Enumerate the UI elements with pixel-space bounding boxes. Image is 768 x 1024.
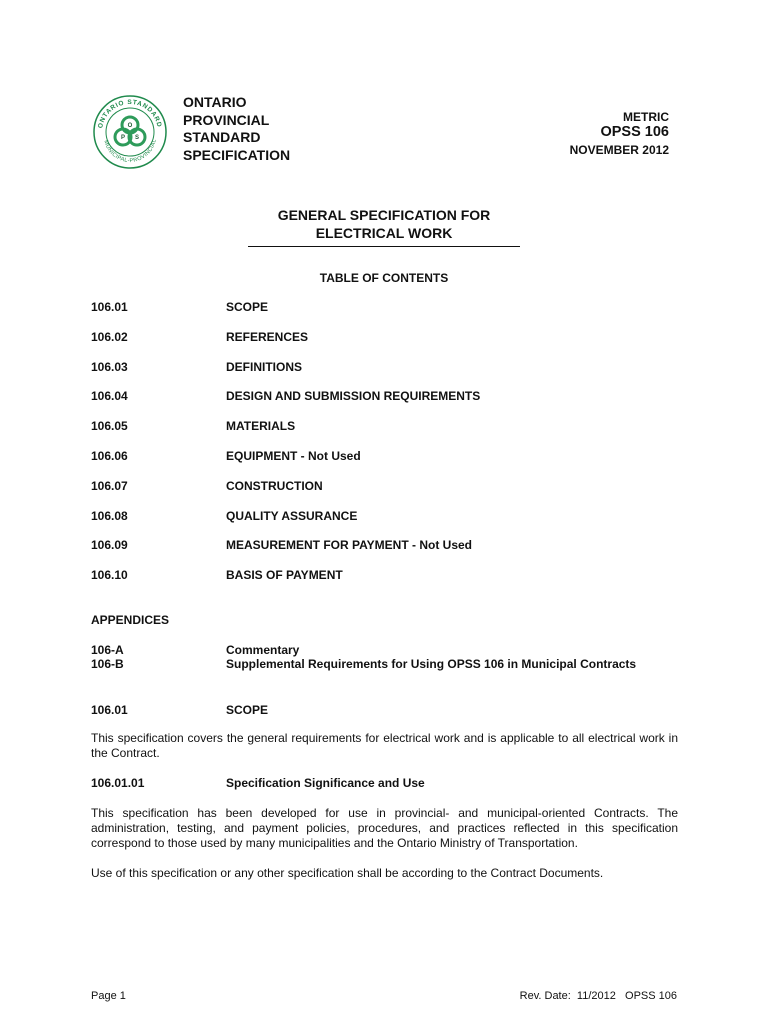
scope-paragraph: This specification covers the general requirements for electrical work and is applicable to all electrical work in the Contract. [91, 731, 678, 760]
revision-info: Rev. Date: 11/2012 OPSS 106 [519, 990, 677, 1002]
toc-item-number: 106.02 [91, 329, 128, 344]
toc-item-number: 106.06 [91, 448, 128, 463]
appendices-heading: APPENDICES [91, 613, 170, 627]
section-label: Specification Significance and Use [226, 776, 425, 790]
svg-text:ONTARIO STANDARD: ONTARIO STANDARD [97, 98, 163, 129]
toc-item-label: CONSTRUCTION [226, 478, 323, 493]
toc-item-number: 106.08 [91, 508, 128, 523]
doc-date: NOVEMBER 2012 [569, 143, 669, 157]
page-number: Page 1 [91, 990, 126, 1002]
toc-item-label: BASIS OF PAYMENT [226, 568, 343, 583]
doc-number: OPSS 106 [600, 124, 669, 140]
org-line-2: PROVINCIAL [183, 111, 270, 128]
significance-paragraph: This specification has been developed for use in provincial- and municipal-oriented Contracts. The administration, testing, and payment policies, procedures, and practices reflected in this specification correspond to those used by many municipalities and the Ontario Ministry of Transportation. [91, 806, 678, 850]
toc-item-number: 106.10 [91, 568, 128, 583]
page-title [0, 206, 768, 242]
svg-text:MUNICIPAL-PROVINCIAL: MUNICIPAL-PROVINCIAL [102, 138, 158, 165]
toc-item[interactable] [91, 419, 691, 449]
toc-item[interactable] [91, 538, 691, 568]
logo-letter-s: S [134, 135, 140, 141]
appendix-label: Commentary [226, 643, 300, 657]
table-of-contents [91, 300, 691, 598]
title-line-1: GENERAL SPECIFICATION FOR [277, 207, 491, 223]
metric-label: METRIC [623, 110, 669, 124]
toc-heading: TABLE OF CONTENTS [319, 271, 449, 285]
toc-item-number: 106.04 [91, 389, 128, 404]
toc-item[interactable] [91, 479, 691, 509]
toc-item[interactable] [91, 509, 691, 539]
toc-item[interactable] [91, 330, 691, 360]
toc-item-label: MEASUREMENT FOR PAYMENT - Not Used [226, 538, 473, 553]
toc-item-label: REFERENCES [226, 329, 309, 344]
toc-item-number: 106.09 [91, 538, 128, 553]
toc-item[interactable] [91, 389, 691, 419]
org-name [183, 94, 290, 164]
appendix-number: 106-B [91, 657, 124, 671]
toc-item-label: QUALITY ASSURANCE [226, 508, 358, 523]
toc-item[interactable] [91, 360, 691, 390]
toc-item-label: DESIGN AND SUBMISSION REQUIREMENTS [226, 389, 481, 404]
org-line-4: SPECIFICATION [183, 146, 291, 163]
ops-logo [92, 94, 168, 170]
org-line-1: ONTARIO [183, 94, 247, 110]
toc-item-label: EQUIPMENT - Not Used [226, 448, 361, 463]
toc-item[interactable] [91, 568, 691, 598]
appendix-label: Supplemental Requirements for Using OPSS 106 in Municipal Contracts [226, 657, 637, 671]
toc-item-number: 106.03 [91, 359, 128, 374]
logo-letter-p: P [120, 135, 126, 141]
title-line-2: ELECTRICAL WORK [315, 225, 453, 241]
appendix-number: 106-A [91, 643, 124, 657]
section-number: 106.01.01 [91, 776, 145, 790]
toc-item[interactable] [91, 449, 691, 479]
toc-item-number: 106.07 [91, 478, 128, 493]
logo-letter-o: O [127, 123, 133, 129]
toc-item-label: DEFINITIONS [226, 359, 303, 374]
toc-item-label: MATERIALS [226, 419, 296, 434]
toc-item-label: SCOPE [226, 300, 269, 314]
section-number: 106.01 [91, 703, 128, 717]
toc-item-number: 106.01 [91, 300, 128, 314]
section-label: SCOPE [226, 703, 269, 717]
org-line-3: STANDARD [183, 129, 261, 145]
toc-item[interactable] [91, 300, 691, 330]
usage-paragraph: Use of this specification or any other specification shall be according to the Contract Documents. [91, 866, 604, 880]
toc-item-number: 106.05 [91, 419, 128, 434]
title-divider [248, 246, 520, 247]
